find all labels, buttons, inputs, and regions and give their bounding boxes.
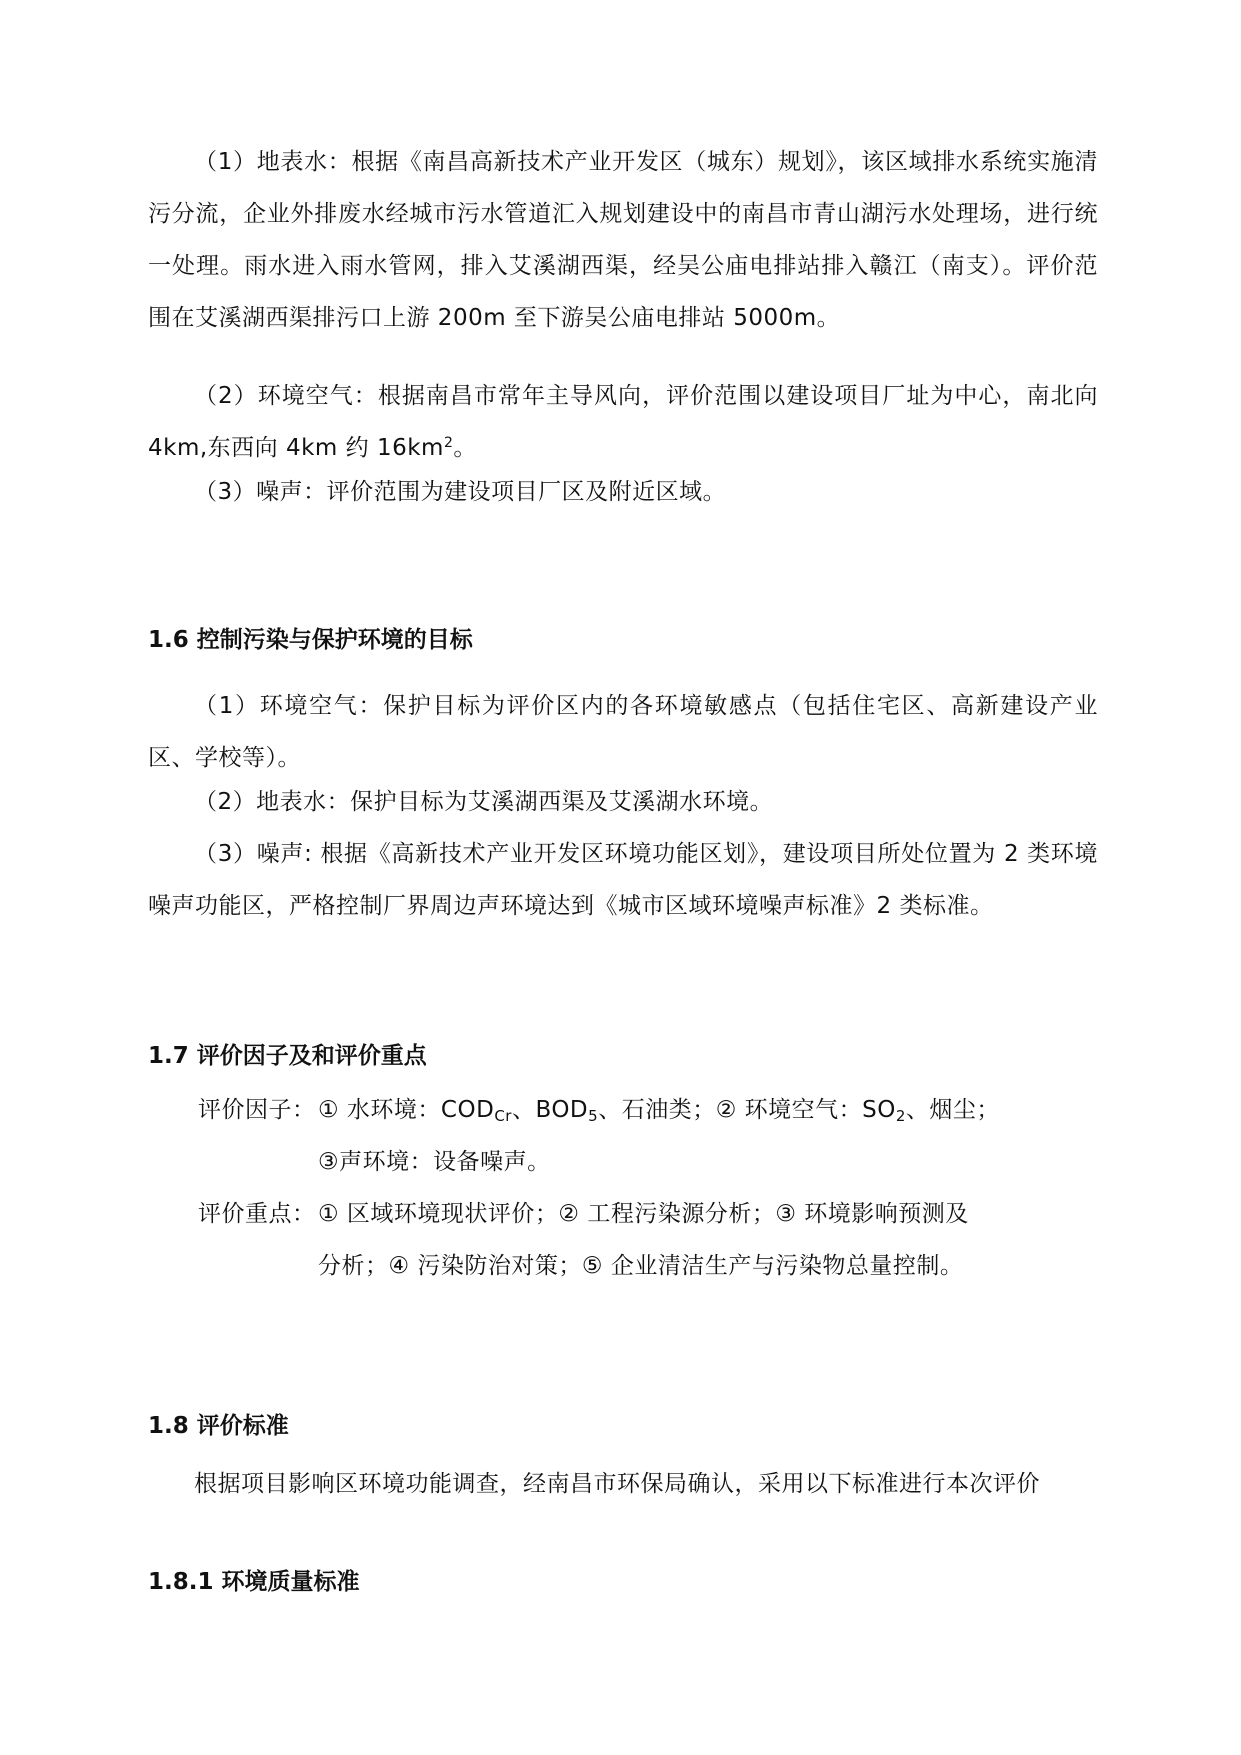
air-range-end: 。 xyxy=(453,435,477,461)
superscript-2: 2 xyxy=(443,435,454,451)
factor-dust: 、烟尘； xyxy=(905,1097,1000,1123)
subsection-heading-1-8-1: 1.8.1 环境质量标准 xyxy=(148,1569,360,1595)
focus-label: 评价重点： xyxy=(198,1201,316,1227)
focus-line-2: 分析；④ 污染防治对策；⑤ 企业清洁生产与污染物总量控制。 xyxy=(318,1253,964,1279)
factor-line-2: ③声环境：设备噪声。 xyxy=(318,1149,551,1175)
factor-label: 评价因子： xyxy=(198,1097,316,1123)
subscript-5: 5 xyxy=(588,1107,599,1125)
paragraph-noise-range: （3）噪声：评价范围为建设项目厂区及附近区域。 xyxy=(194,479,727,505)
paragraph-surface-water-range: （1）地表水：根据《南昌高新技术产业开发区（城东）规划》，该区域排水系统实施清污分流，企业外排废水经城市污水管道汇入规划建设中的南昌市青山湖污水处理场，进行统一处理。雨水进入雨水管网，排入艾溪湖西渠，经吴公庙电排站排入赣江（南支）。评价范围在艾溪湖西渠排污口上游 200m 至下游吴公庙电排站 5000m。 xyxy=(148,149,1098,331)
paragraph-water-target: （2）地表水：保护目标为艾溪湖西渠及艾溪湖水环境。 xyxy=(194,789,774,815)
paragraph-noise-target: （3）噪声: 根据《高新技术产业开发区环境功能区划》，建设项目所处位置为 2 类环境噪声功能区，严格控制厂界周边声环境达到《城市区域环境噪声标准》2 类标准。 xyxy=(148,841,1098,919)
air-range-text: （2）环境空气：根据南昌市常年主导风向，评价范围以建设项目厂址为中心，南北向 4km,东西向 4km 约 16km xyxy=(148,383,1098,461)
paragraph-standards-intro: 根据项目影响区环境功能调查，经南昌市环保局确认，采用以下标准进行本次评价 xyxy=(194,1471,1040,1497)
factor-air: 、石油类；② 环境空气：SO xyxy=(598,1097,896,1123)
factor-water: ① 水环境：COD xyxy=(318,1097,495,1123)
section-heading-1-8: 1.8 评价标准 xyxy=(148,1413,289,1439)
focus-line-1: ① 区域环境现状评价；② 工程污染源分析；③ 环境影响预测及 xyxy=(318,1201,969,1227)
paragraph-air-range xyxy=(148,370,1098,474)
subscript-2: 2 xyxy=(895,1107,906,1125)
factor-bod: 、BOD xyxy=(511,1097,589,1123)
section-heading-1-7: 1.7 评价因子及和评价重点 xyxy=(148,1043,427,1069)
section-heading-1-6: 1.6 控制污染与保护环境的目标 xyxy=(148,627,473,653)
paragraph-air-target: （1）环境空气：保护目标为评价区内的各环境敏感点（包括住宅区、高新建设产业区、学校等）。 xyxy=(148,693,1098,771)
subscript-cr: Cr xyxy=(494,1107,512,1125)
factor-line-1 xyxy=(318,1090,1000,1130)
